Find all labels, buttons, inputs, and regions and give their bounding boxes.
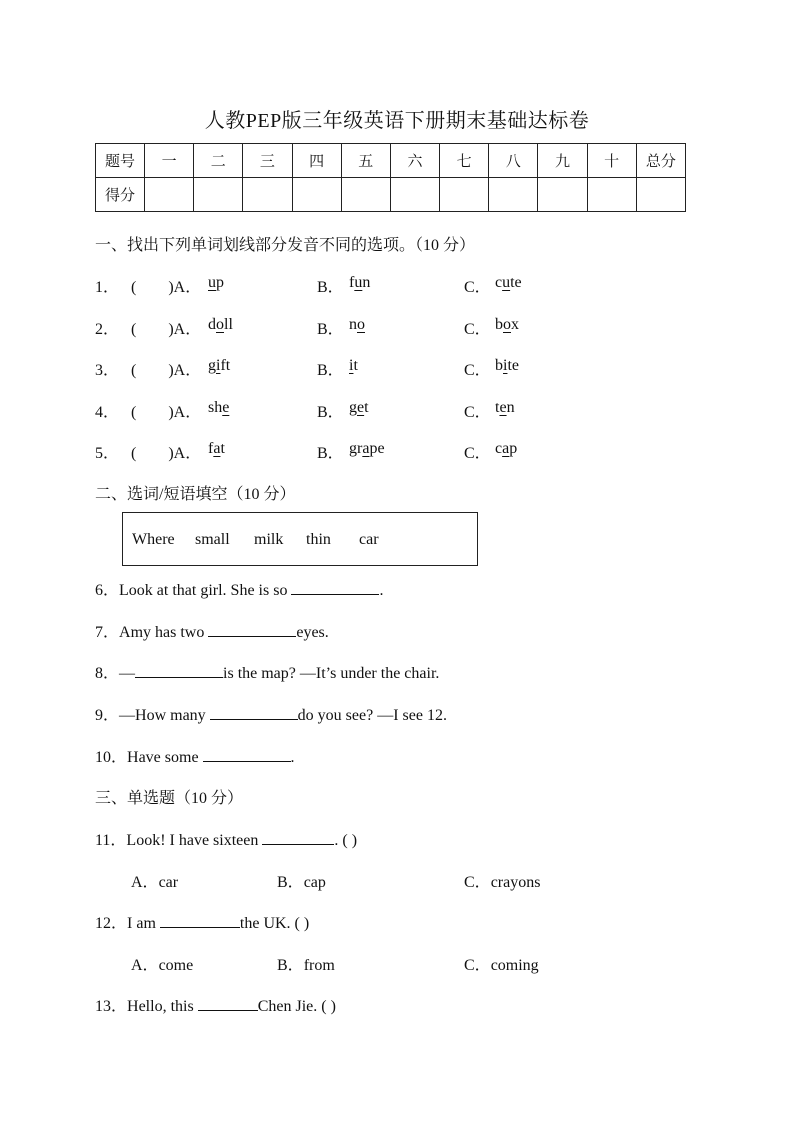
question-number: 1． [95, 279, 120, 296]
score-cell[interactable] [440, 178, 489, 212]
option-a-word[interactable] [208, 274, 224, 292]
score-col-4: 四 [292, 144, 341, 178]
question-number: 4． [95, 404, 120, 421]
question-number: 3． [95, 362, 120, 379]
answer-blank[interactable] [203, 747, 291, 762]
option-label: B． [277, 874, 304, 891]
question-13 [95, 993, 336, 1016]
score-cell[interactable] [489, 178, 538, 212]
word-part: t [495, 399, 500, 416]
option-b-word[interactable] [349, 274, 370, 292]
score-col-1: 一 [145, 144, 194, 178]
option-text: cap [303, 874, 326, 891]
section2-heading: 二、选词/短语填空（10 分） [95, 486, 296, 503]
word-part: n [349, 316, 357, 333]
question-10 [95, 744, 295, 767]
option-c-label: C． [464, 279, 491, 296]
question-text-before: —How many [119, 707, 210, 724]
word-bank-word: car [359, 531, 379, 548]
question-text-before: — [119, 665, 136, 682]
word-part: g [349, 399, 357, 416]
answer-paren[interactable]: ( )A． [131, 321, 202, 338]
option-c-word[interactable] [495, 357, 519, 375]
word-part: c [495, 274, 503, 291]
word-part: f [208, 440, 214, 457]
question-text-before: Look at that girl. She is so [119, 582, 292, 599]
answer-blank[interactable] [210, 705, 298, 720]
underlined-letters: i [216, 357, 221, 374]
underlined-letters: i [503, 357, 508, 374]
question-text-after: Chen Jie. ( ) [257, 998, 336, 1015]
option-a[interactable] [131, 952, 193, 975]
answer-paren[interactable]: ( )A． [131, 362, 202, 379]
question-text-after: do you see? —I see 12. [297, 707, 447, 724]
word-part: pe [369, 440, 385, 457]
answer-paren[interactable]: ( )A． [131, 404, 202, 421]
option-c-word[interactable] [495, 440, 517, 458]
word-part: p [509, 440, 518, 457]
score-col-7: 七 [440, 144, 489, 178]
score-col-3: 三 [243, 144, 292, 178]
word-part: t [353, 357, 358, 374]
word-part: g [208, 357, 216, 374]
option-b-label: B． [317, 445, 344, 462]
option-text: coming [490, 957, 539, 974]
option-text: come [158, 957, 194, 974]
option-b-word[interactable] [349, 357, 358, 375]
word-part: x [511, 316, 519, 333]
score-col-8: 八 [489, 144, 538, 178]
question-text-after: . ( ) [334, 832, 358, 849]
score-cell[interactable] [292, 178, 341, 212]
question-11 [95, 827, 357, 850]
option-c-label: C． [464, 404, 491, 421]
question-number: 12． [95, 915, 128, 932]
question-number: 11． [95, 832, 127, 849]
page-title: 人教PEP版三年级英语下册期末基础达标卷 [204, 110, 590, 132]
word-part: b [495, 316, 503, 333]
option-b[interactable] [277, 869, 326, 892]
answer-blank[interactable] [198, 996, 258, 1011]
score-col-9: 九 [538, 144, 587, 178]
option-label: C． [464, 957, 491, 974]
section3-heading: 三、单选题（10 分） [95, 790, 244, 807]
question-number: 7． [95, 624, 120, 641]
question-number: 10． [95, 749, 128, 766]
question-text-after: eyes. [296, 624, 329, 641]
option-c-word[interactable] [495, 399, 515, 417]
question-9 [95, 702, 447, 725]
option-label: C． [464, 874, 491, 891]
score-table-score-row [96, 178, 686, 212]
answer-blank[interactable] [208, 622, 296, 637]
option-c-word[interactable] [495, 316, 519, 334]
answer-paren[interactable]: ( )A． [131, 279, 202, 296]
option-b[interactable] [277, 952, 335, 975]
word-part: te [507, 357, 519, 374]
underlined-letters: i [349, 357, 354, 374]
underlined-letters: u [354, 274, 363, 291]
word-part: d [208, 316, 216, 333]
question-text-before: Amy has two [119, 624, 209, 641]
score-table-header-label: 题号 [96, 144, 145, 178]
word-part: gr [349, 440, 363, 457]
word-part: n [506, 399, 515, 416]
score-cell[interactable] [636, 178, 685, 212]
score-cell[interactable] [341, 178, 390, 212]
question-6 [95, 577, 383, 600]
option-a-word[interactable] [208, 357, 230, 375]
answer-blank[interactable] [291, 580, 379, 595]
question-text-after: is the map? —It’s under the chair. [223, 665, 440, 682]
word-part: n [362, 274, 371, 291]
option-text: car [158, 874, 179, 891]
question-text-before: Look! I have sixteen [126, 832, 263, 849]
option-c[interactable] [464, 952, 539, 975]
option-b-label: B． [317, 404, 344, 421]
option-c-word[interactable] [495, 274, 522, 292]
word-part: t [220, 440, 225, 457]
underlined-letters: o [503, 316, 511, 333]
word-part: c [495, 440, 503, 457]
option-label: B． [277, 957, 304, 974]
option-b-word[interactable] [349, 399, 369, 417]
word-bank-word: Where [132, 531, 175, 548]
score-col-5: 五 [341, 144, 390, 178]
option-a-word[interactable] [208, 399, 229, 417]
question-7 [95, 619, 329, 642]
score-table [95, 143, 686, 212]
section1-heading: 一、找出下列单词划线部分发音不同的选项。（10 分） [95, 237, 476, 254]
score-cell[interactable] [538, 178, 587, 212]
question-number: 9． [95, 707, 120, 724]
question-text-before: I am [127, 915, 160, 932]
option-b-word[interactable] [349, 316, 365, 334]
question-text-before: Hello, this [127, 998, 198, 1015]
answer-blank[interactable] [135, 663, 223, 678]
option-c-label: C． [464, 362, 491, 379]
question-number: 8． [95, 665, 120, 682]
word-part: f [349, 274, 355, 291]
score-table-header-row [96, 144, 686, 178]
option-a[interactable] [131, 869, 178, 892]
word-part: t [364, 399, 369, 416]
option-a-word[interactable] [208, 316, 233, 334]
underlined-letters: o [357, 316, 365, 333]
word-part: ll [224, 316, 233, 333]
score-col-10: 十 [587, 144, 636, 178]
score-cell[interactable] [390, 178, 439, 212]
option-label: A． [131, 957, 159, 974]
score-col-total: 总分 [636, 144, 685, 178]
underlined-letters: u [502, 274, 511, 291]
question-12 [95, 910, 309, 933]
score-cell[interactable] [587, 178, 636, 212]
word-part: te [510, 274, 522, 291]
score-col-6: 六 [390, 144, 439, 178]
option-c[interactable] [464, 869, 540, 892]
word-bank-box [122, 512, 478, 566]
question-number: 6． [95, 582, 120, 599]
underlined-letters: o [216, 316, 224, 333]
option-b-label: B． [317, 362, 344, 379]
underlined-letters: e [357, 399, 365, 416]
option-b-label: B． [317, 321, 344, 338]
option-a-word[interactable] [208, 440, 225, 458]
option-c-label: C． [464, 321, 491, 338]
word-part: sh [208, 399, 223, 416]
question-number: 13． [95, 998, 128, 1015]
score-col-2: 二 [194, 144, 243, 178]
answer-blank[interactable] [160, 913, 240, 928]
question-number: 5． [95, 445, 120, 462]
option-b-word[interactable] [349, 440, 385, 458]
score-table-row-label: 得分 [96, 178, 145, 212]
option-c-label: C． [464, 445, 491, 462]
option-text: crayons [490, 874, 541, 891]
word-bank-word: small [195, 531, 230, 548]
word-bank-word: milk [254, 531, 284, 548]
underlined-letters: a [213, 440, 221, 457]
option-label: A． [131, 874, 159, 891]
word-part: ft [220, 357, 231, 374]
question-text-after: . [290, 749, 295, 766]
question-8 [95, 660, 439, 683]
option-text: from [303, 957, 335, 974]
question-text-before: Have some [127, 749, 203, 766]
answer-blank[interactable] [262, 830, 334, 845]
underlined-letters: u [208, 274, 216, 291]
answer-paren[interactable]: ( )A． [131, 445, 202, 462]
word-part: p [216, 274, 224, 291]
score-cell[interactable] [145, 178, 194, 212]
question-number: 2． [95, 321, 120, 338]
underlined-letters: a [502, 440, 510, 457]
underlined-letters: e [499, 399, 507, 416]
score-cell[interactable] [194, 178, 243, 212]
question-text-after: the UK. ( ) [239, 915, 310, 932]
underlined-letters: a [362, 440, 370, 457]
question-text-after: . [379, 582, 384, 599]
option-b-label: B． [317, 279, 344, 296]
underlined-letters: e [222, 399, 230, 416]
score-cell[interactable] [243, 178, 292, 212]
word-part: b [495, 357, 503, 374]
word-bank-word: thin [306, 531, 331, 548]
